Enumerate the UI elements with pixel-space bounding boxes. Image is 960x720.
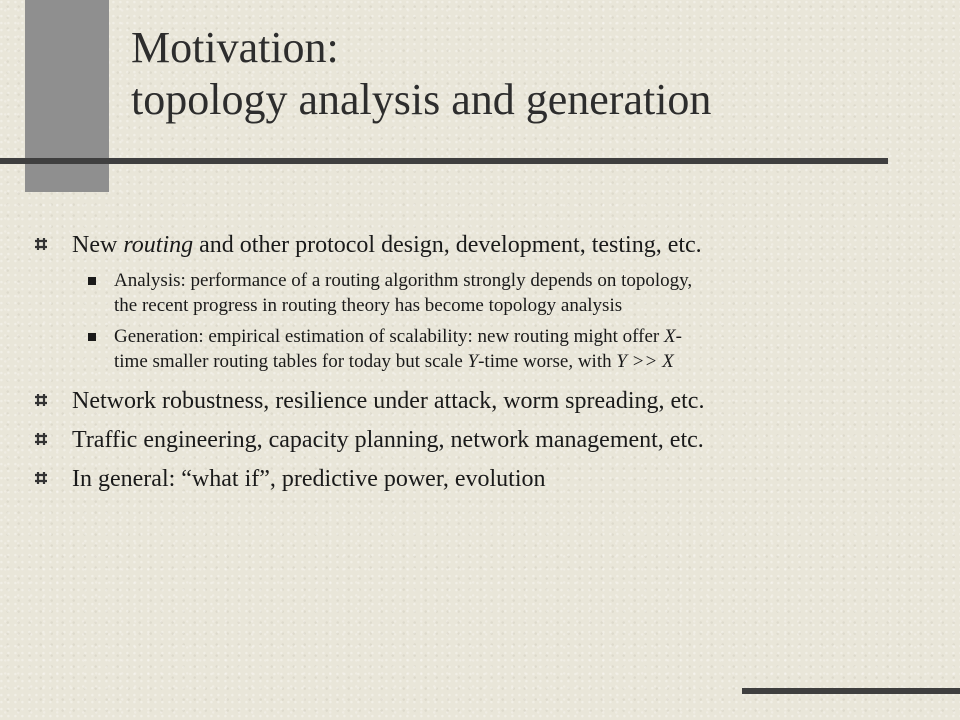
hash-bullet-icon: [34, 471, 48, 485]
sub-bullet-line: [114, 349, 934, 374]
sub-bullet-list: [34, 268, 934, 374]
bullet-traffic-engineering: [34, 423, 934, 457]
sub-bullet-emphasis: Y >> X: [616, 351, 674, 372]
bullet-text: New: [72, 232, 124, 258]
sub-bullet-line: Analysis: performance of a routing algorithm strongly depends on topology,: [114, 270, 693, 291]
bullet-text: Traffic engineering, capacity planning, network management, etc.: [72, 427, 704, 453]
bullet-text: and other protocol design, development, testing, etc.: [193, 232, 702, 258]
sub-bullet-text: -time worse, with: [478, 351, 617, 372]
decorative-bottom-rule: [742, 688, 960, 694]
sub-bullet-line: [114, 324, 934, 349]
bullet-network-robustness: [34, 384, 934, 418]
title-underline-rule: [0, 158, 888, 164]
sub-bullet-text: -: [675, 326, 682, 347]
sub-bullet-emphasis: X: [663, 326, 676, 347]
sub-bullet-text: Generation: empirical estimation of scalability: new routing might offer: [114, 326, 664, 347]
sub-bullet-generation: [34, 324, 934, 374]
sub-bullet-emphasis: Y: [467, 351, 479, 372]
slide-title: [131, 22, 931, 126]
sub-bullet-analysis: [34, 268, 934, 318]
bullet-protocol-design: [34, 228, 934, 262]
hash-bullet-icon: [34, 393, 48, 407]
square-bullet-icon: [88, 277, 96, 285]
bullet-text: Network robustness, resilience under attack, worm spreading, etc.: [72, 388, 705, 414]
bullet-text: In general: “what if”, predictive power, evolution: [72, 466, 546, 492]
title-line-2: topology analysis and generation: [131, 75, 712, 124]
sub-bullet-line: the recent progress in routing theory has become topology analysis: [114, 295, 623, 316]
sub-bullet-text: time smaller routing tables for today but scale: [114, 351, 468, 372]
title-line-1: Motivation:: [131, 23, 339, 72]
hash-bullet-icon: [34, 237, 48, 251]
square-bullet-icon: [88, 333, 96, 341]
hash-bullet-icon: [34, 432, 48, 446]
slide-body: [34, 228, 934, 496]
bullet-text-emphasis: routing: [123, 232, 194, 258]
bullet-in-general: [34, 462, 934, 496]
